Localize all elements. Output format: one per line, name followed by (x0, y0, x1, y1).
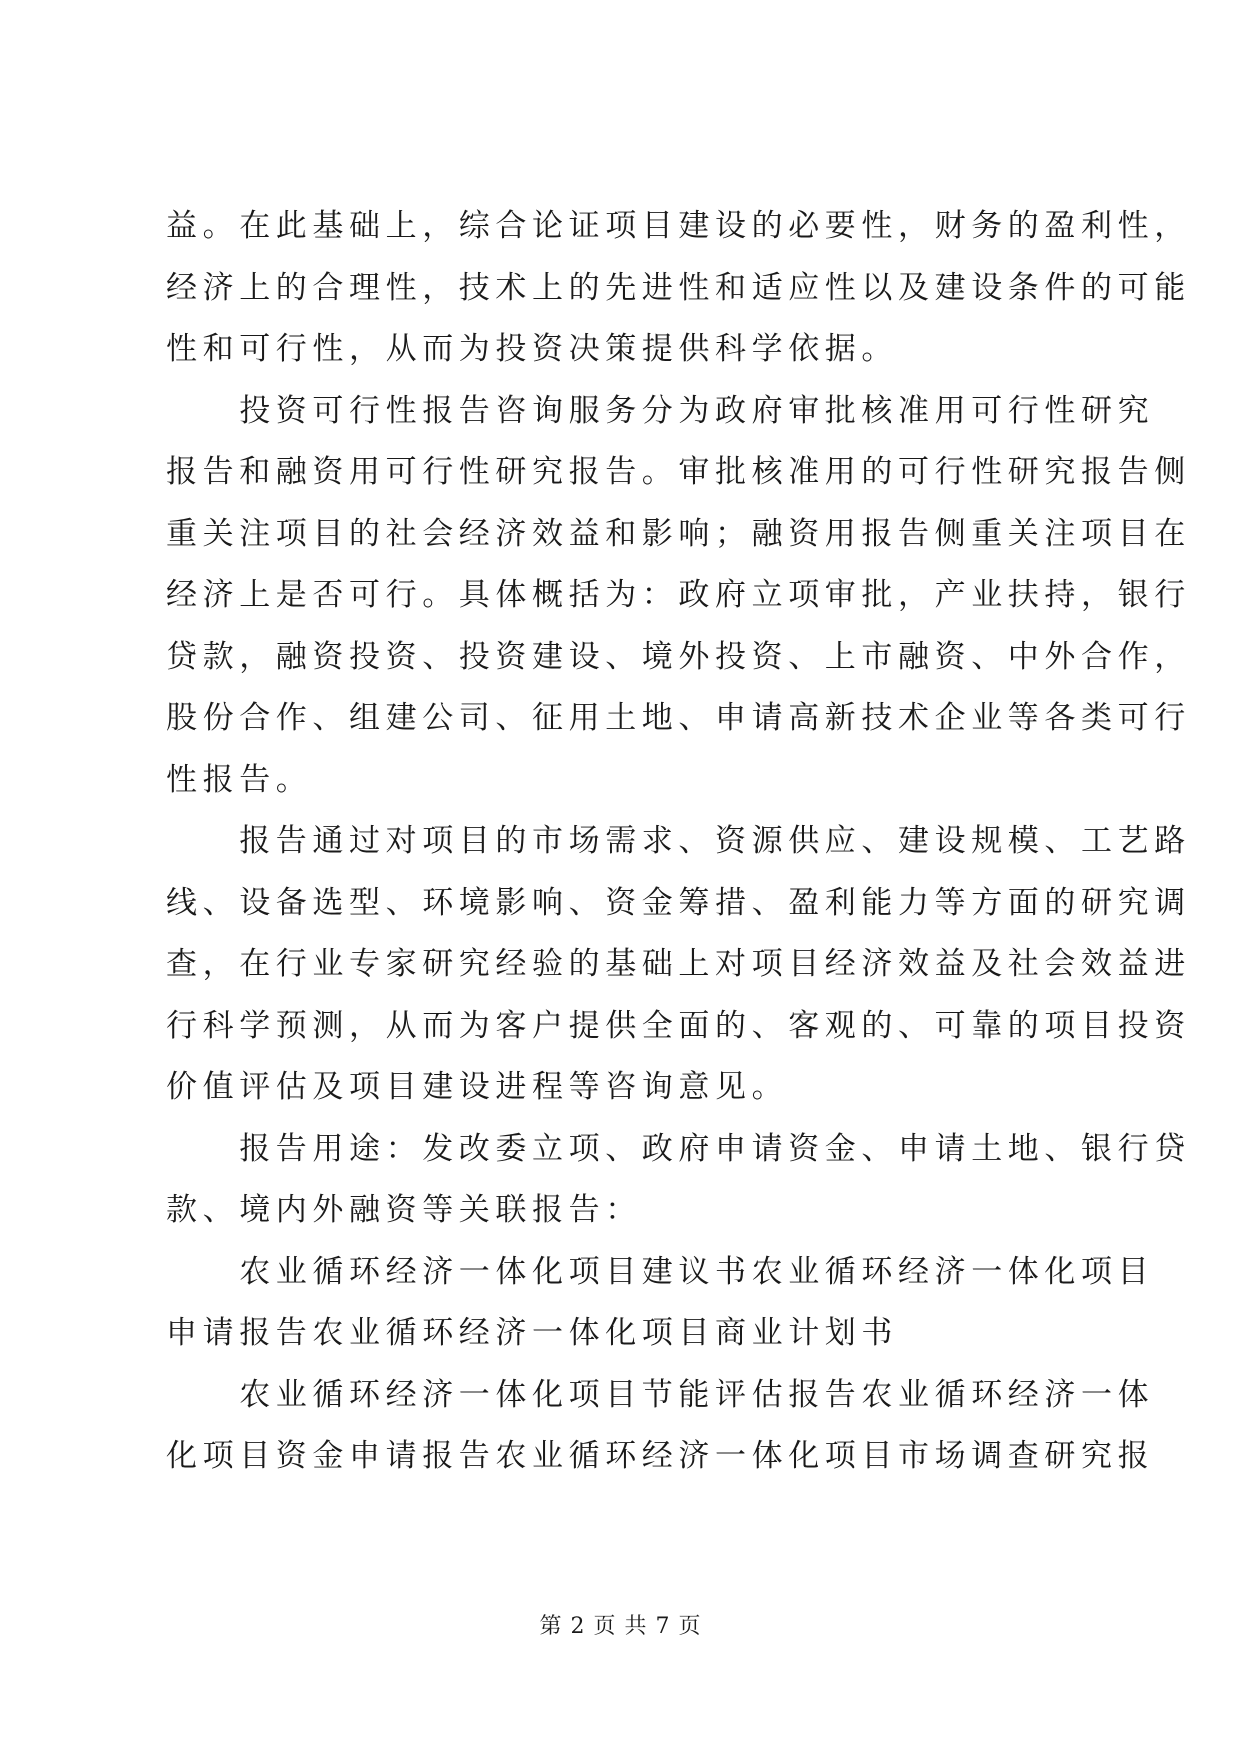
text-line: 性和可行性，从而为投资决策提供科学依据。 (166, 331, 898, 367)
page-number-footer: 第 2 页 共 7 页 (539, 1614, 702, 1639)
text-line: 农业循环经济一体化项目节能评估报告农业循环经济一体 (166, 1376, 1155, 1413)
text-line: 贷款，融资投资、投资建设、境外投资、上市融资、中外合作， (166, 638, 1191, 675)
text-line: 查，在行业专家研究经验的基础上对项目经济效益及社会效益进 (166, 946, 1191, 982)
document-body (166, 196, 1191, 1488)
text-line: 重关注项目的社会经济效益和影响；融资用报告侧重关注项目在 (166, 515, 1191, 552)
text-line: 益。在此基础上，综合论证项目建设的必要性，财务的盈利性， (166, 208, 1191, 244)
text-line: 价值评估及项目建设进程等咨询意见。 (166, 1069, 789, 1105)
text-line: 化项目资金申请报告农业循环经济一体化项目市场调查研究报 (166, 1438, 1155, 1474)
text-line: 报告和融资用可行性研究报告。审批核准用的可行性研究报告侧 (166, 454, 1191, 490)
text-line: 报告通过对项目的市场需求、资源供应、建设规模、工艺路 (166, 823, 1191, 859)
text-line: 行科学预测，从而为客户提供全面的、客观的、可靠的项目投资 (166, 1007, 1191, 1044)
text-line: 投资可行性报告咨询服务分为政府审批核准用可行性研究 (166, 392, 1155, 429)
text-line: 性报告。 (166, 761, 313, 798)
text-line: 报告用途：发改委立项、政府申请资金、申请土地、银行贷 (166, 1130, 1191, 1167)
text-line: 农业循环经济一体化项目建议书农业循环经济一体化项目 (166, 1253, 1155, 1290)
text-line: 股份合作、组建公司、征用土地、申请高新技术企业等各类可行 (166, 700, 1191, 736)
text-line: 经济上是否可行。具体概括为：政府立项审批，产业扶持，银行 (166, 577, 1191, 613)
text-line: 款、境内外融资等关联报告： (166, 1192, 642, 1228)
text-line: 线、设备选型、环境影响、资金筹措、盈利能力等方面的研究调 (166, 884, 1191, 921)
text-line: 经济上的合理性，技术上的先进性和适应性以及建设条件的可能 (166, 269, 1191, 306)
text-line: 申请报告农业循环经济一体化项目商业计划书 (166, 1315, 898, 1351)
